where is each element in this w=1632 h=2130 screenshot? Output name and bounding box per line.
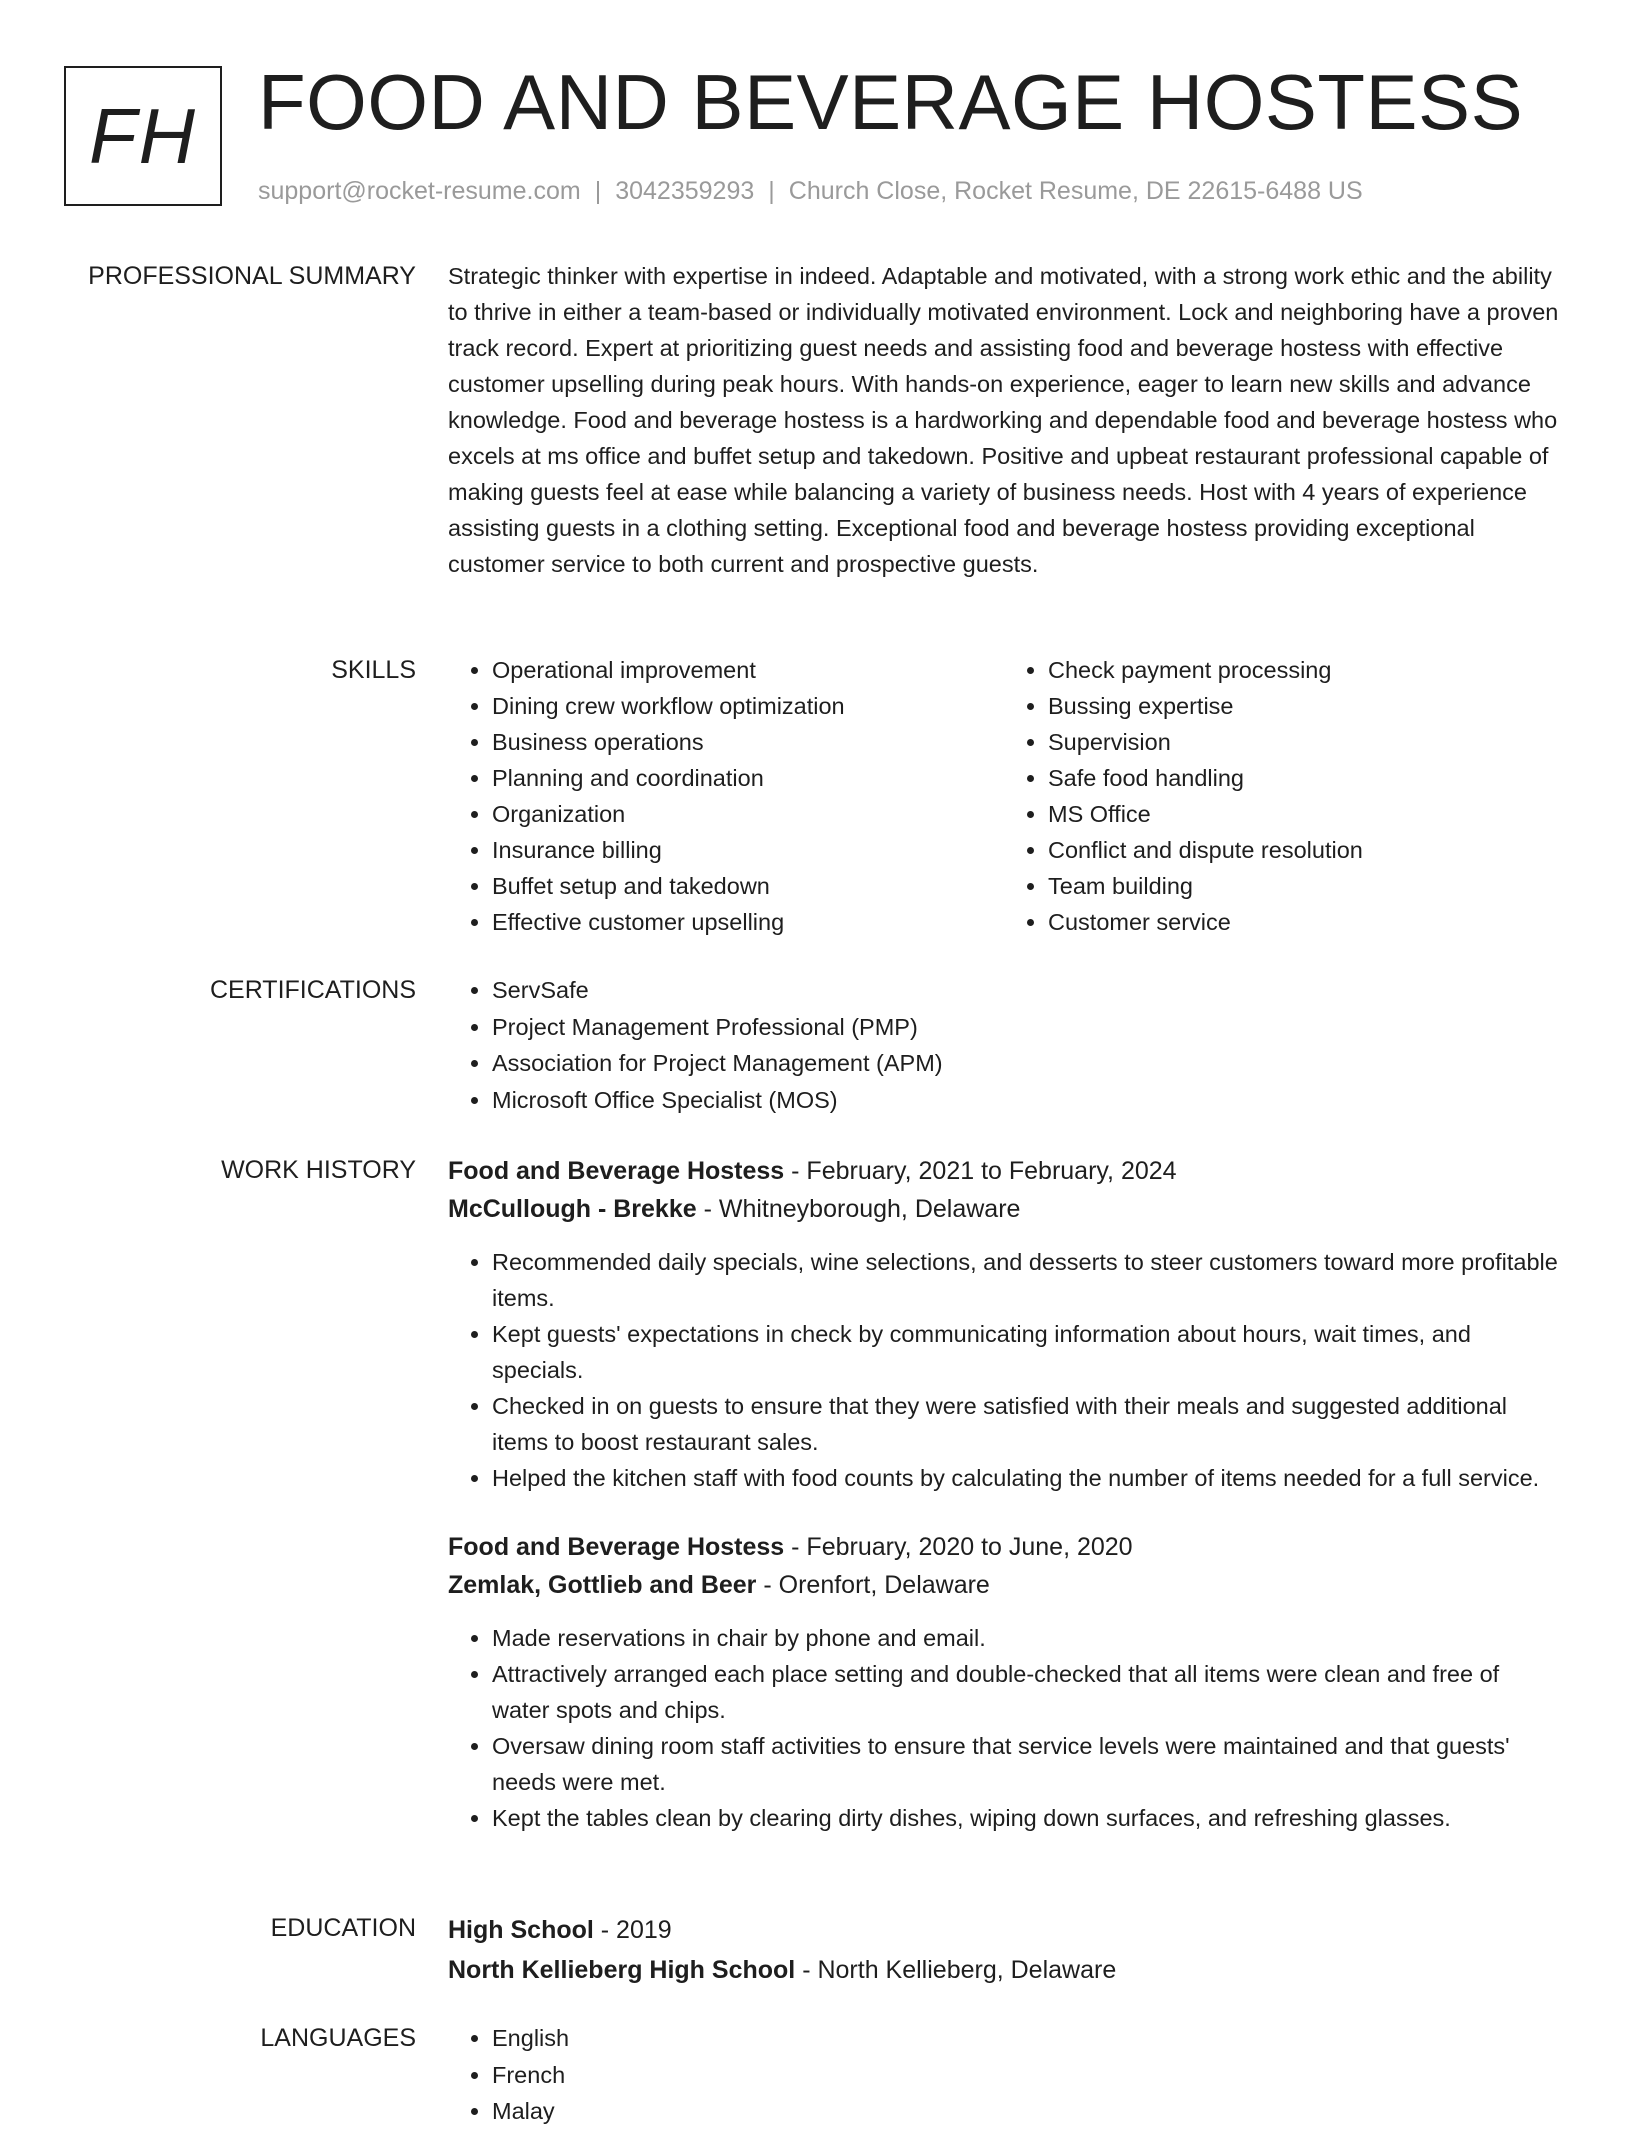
languages-list: [448, 2020, 1560, 2130]
skill-item: • Safe food handling: [1048, 760, 1560, 796]
education-degree: High School: [448, 1916, 594, 1944]
job-duty-item: • Kept guests' expectations in check by communicating information about hours, wait times, and specials.: [492, 1316, 1560, 1388]
job-duty-item: • Made reservations in chair by phone and email.: [492, 1620, 1560, 1656]
skill-item: • Team building: [1048, 868, 1560, 904]
job-duty-item: • Recommended daily specials, wine selections, and desserts to steer customers toward more profitable items.: [492, 1244, 1560, 1316]
skill-item: • Bussing expertise: [1048, 688, 1560, 724]
contact-phone: 3042359293: [615, 177, 755, 205]
section-label-summary: PROFESSIONAL SUMMARY: [88, 262, 416, 290]
education-school: North Kellieberg High School: [448, 1956, 796, 1984]
education-degree-line: [448, 1910, 1560, 1950]
skill-item: • Buffet setup and takedown: [492, 868, 1004, 904]
skill-item: • Business operations: [492, 724, 1004, 760]
job-duty-item: • Checked in on guests to ensure that they were satisfied with their meals and suggested additional items to boost restaurant sales.: [492, 1388, 1560, 1460]
education-year: - 2019: [593, 1916, 672, 1944]
education-location: - North Kellieberg, Delaware: [795, 1956, 1117, 1984]
job-title: Food and Beverage Hostess: [448, 1533, 785, 1561]
work-history-body: [448, 1152, 1560, 1836]
job-duties-list: [448, 1620, 1560, 1836]
job-duties-list: [448, 1244, 1560, 1496]
job-title-line: [448, 1528, 1560, 1566]
contact-separator: |: [594, 177, 602, 205]
certification-item: • Project Management Professional (PMP): [492, 1009, 1560, 1046]
section-label-education: EDUCATION: [270, 1914, 416, 1942]
skill-item: • Customer service: [1048, 904, 1560, 940]
job-duty-item: • Helped the kitchen staff with food counts by calculating the number of items needed for a full service.: [492, 1460, 1560, 1496]
skill-item: • Supervision: [1048, 724, 1560, 760]
certifications-list: [448, 972, 1560, 1118]
languages-body: [448, 2020, 1560, 2130]
contact-email: support@rocket-resume.com: [258, 177, 581, 205]
certification-item: • ServSafe: [492, 972, 1560, 1009]
job-company: McCullough - Brekke: [448, 1195, 697, 1223]
section-label-certifications: CERTIFICATIONS: [209, 976, 416, 1004]
monogram-badge: FH: [64, 66, 222, 206]
certification-item: • Association for Project Management (APM): [492, 1045, 1560, 1082]
contact-line: [258, 174, 1363, 208]
job-dates: - February, 2020 to June, 2020: [784, 1533, 1133, 1561]
skill-item: • Effective customer upselling: [492, 904, 1004, 940]
section-label-work-history: WORK HISTORY: [221, 1156, 416, 1184]
job-entry: [448, 1152, 1560, 1496]
skill-item: • Check payment processing: [1048, 652, 1560, 688]
job-company-line: [448, 1566, 1560, 1604]
job-company-line: [448, 1190, 1560, 1228]
skills-column-left: [448, 652, 1004, 940]
summary-text: Strategic thinker with expertise in indeed. Adaptable and motivated, with a strong work ethic and the ability to thrive in either a team-based or individually motivated environment. Lock and neighboring have a proven track record. Expert at prioritizing guest needs and assisting food and beverage hostess with effective customer upselling during peak hours. With hands-on experience, eager to learn new skills and advance knowledge. Food and beverage hostess is a hardworking and dependable food and beverage hostess who excels at ms office and buffet setup and takedown. Positive and upbeat restaurant professional capable of making guests feel at ease while balancing a variety of business needs. Host with 4 years of experience assisting guests in a clothing setting. Exceptional food and beverage hostess providing exceptional customer service to both current and prospective guests.: [448, 263, 1559, 577]
language-item: • Malay: [492, 2093, 1560, 2130]
certification-item: • Microsoft Office Specialist (MOS): [492, 1082, 1560, 1119]
job-company: Zemlak, Gottlieb and Beer: [448, 1571, 757, 1599]
contact-address: Church Close, Rocket Resume, DE 22615-6488 US: [788, 177, 1363, 205]
language-item: • English: [492, 2020, 1560, 2057]
skill-item: • Dining crew workflow optimization: [492, 688, 1004, 724]
skill-item: • Insurance billing: [492, 832, 1004, 868]
section-label-languages: LANGUAGES: [260, 2024, 416, 2052]
job-dates: - February, 2021 to February, 2024: [784, 1157, 1177, 1185]
job-entry: [448, 1528, 1560, 1836]
skill-item: • Operational improvement: [492, 652, 1004, 688]
contact-separator: |: [768, 177, 775, 205]
job-location: - Whitneyborough, Delaware: [696, 1195, 1021, 1223]
skill-item: • Planning and coordination: [492, 760, 1004, 796]
certifications-body: [448, 972, 1560, 1118]
education-school-line: [448, 1950, 1560, 1990]
resume-name: FOOD AND BEVERAGE HOSTESS: [258, 58, 1524, 146]
job-title: Food and Beverage Hostess: [448, 1157, 785, 1185]
job-duty-item: • Kept the tables clean by clearing dirty dishes, wiping down surfaces, and refreshing glasses.: [492, 1800, 1560, 1836]
skill-item: • Organization: [492, 796, 1004, 832]
job-duty-item: • Attractively arranged each place setting and double-checked that all items were clean and free of water spots and chips.: [492, 1656, 1560, 1728]
language-item: • French: [492, 2057, 1560, 2094]
skill-item: • Conflict and dispute resolution: [1048, 832, 1560, 868]
job-location: - Orenfort, Delaware: [756, 1571, 990, 1599]
section-label-skills: SKILLS: [331, 656, 416, 684]
education-body: [448, 1910, 1560, 1990]
skills-column-right: [1004, 652, 1560, 940]
job-duty-item: • Oversaw dining room staff activities to ensure that service levels were maintained and that guests' needs were met.: [492, 1728, 1560, 1800]
skills-grid: [448, 652, 1560, 940]
skill-item: • MS Office: [1048, 796, 1560, 832]
summary-body: [448, 258, 1560, 582]
job-title-line: [448, 1152, 1560, 1190]
